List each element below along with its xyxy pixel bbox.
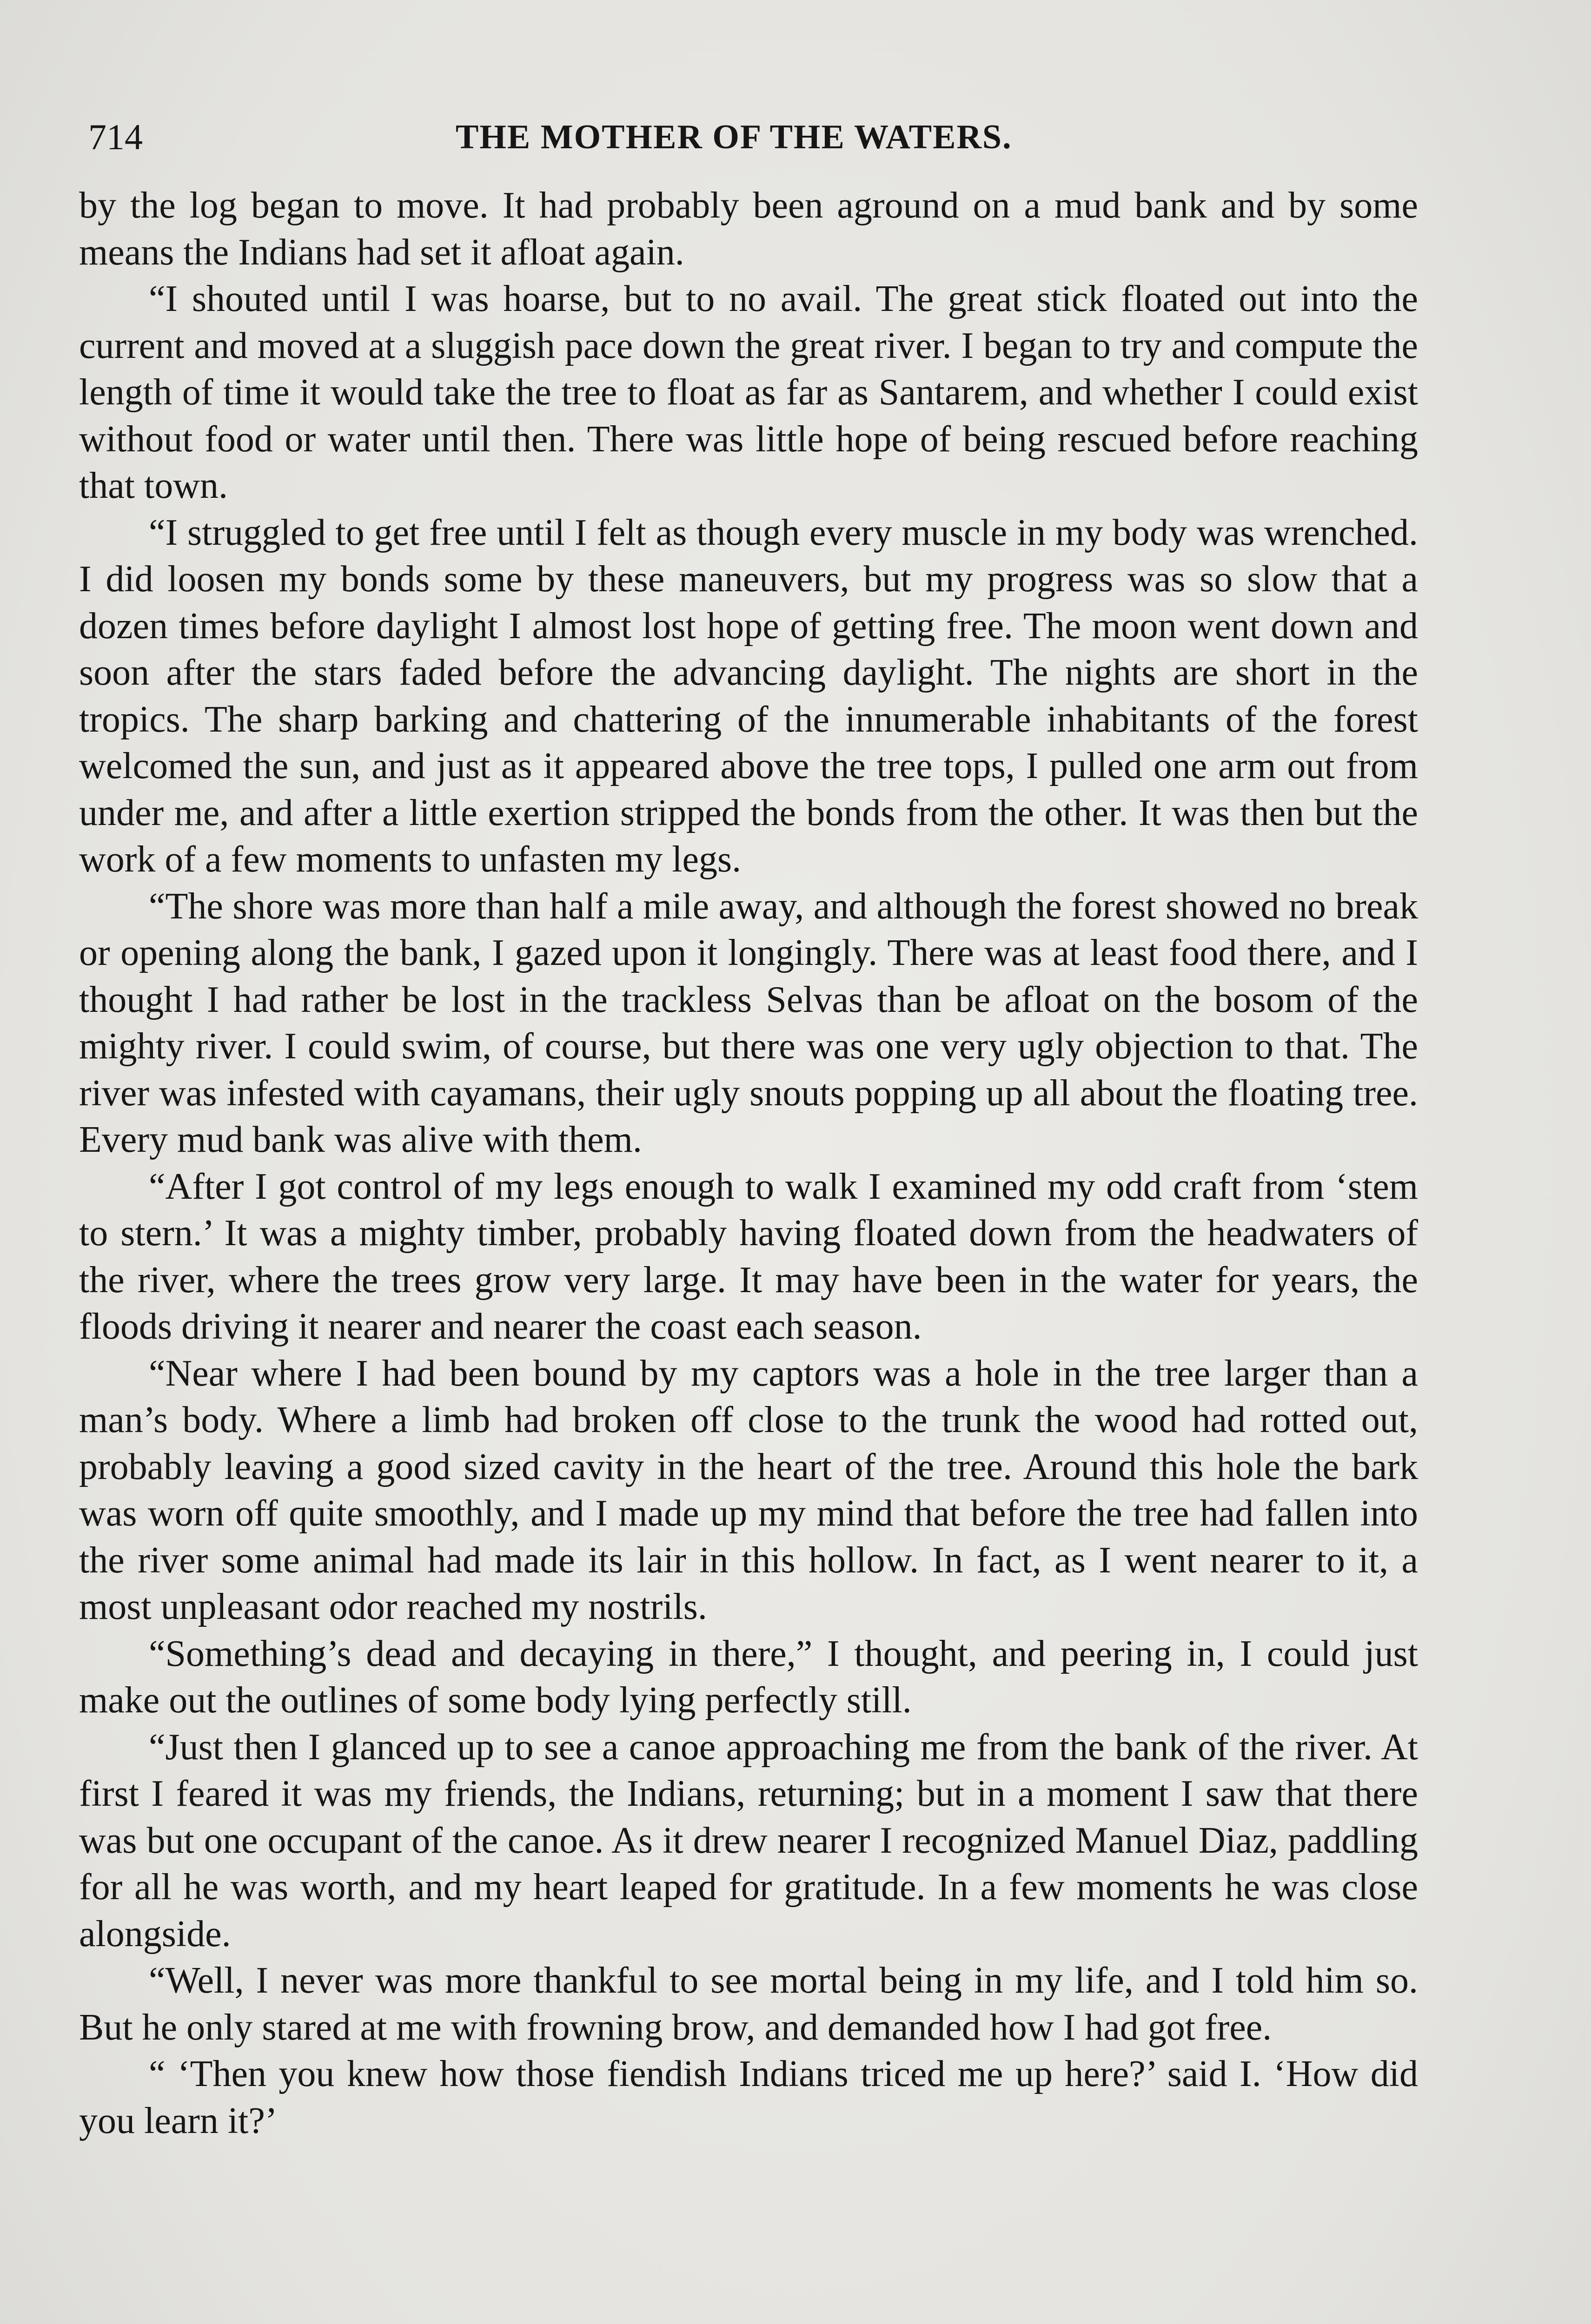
paragraph: “Just then I glanced up to see a canoe approaching me from the bank of the river. At first I feared it was my friends, the Indians, returning; but in a moment I saw that there was but one occupant of the canoe. As it drew nearer I recognized Manuel Diaz, paddling for all he was worth, and my heart leaped for gratitude. In a few moments he was close alongside. xyxy=(79,1726,1418,1954)
paragraph: “Something’s dead and decaying in there,” I thought, and peering in, I could just make out the outlines of some body lying perfectly still. xyxy=(79,1633,1418,1721)
paragraph: “ ‘Then you knew how those fiendish Indians triced me up here?’ said I. ‘How did you learn it?’ xyxy=(79,2053,1418,2141)
paragraph: “Near where I had been bound by my captors was a hole in the tree larger than a man’s body. Where a limb had broken off close to the trunk the wood had rotted out, probably leaving a good sized cavity in the heart of the tree. Around this hole the bark was worn off quite smoothly, and I made up my mind that before the tree had fallen into the river some animal had made its lair in this hollow. In fact, as I went nearer to it, a most unpleasant odor reached my nostrils. xyxy=(79,1353,1418,1627)
body-text xyxy=(79,182,1418,2144)
paragraph: “Well, I never was more thankful to see mortal being in my life, and I told him so. But he only stared at me with frowning brow, and demanded how I had got free. xyxy=(79,1960,1418,2048)
paragraph: “I struggled to get free until I felt as though every muscle in my body was wrenched. I did loosen my bonds some by these maneuvers, but my progress was so slow that a dozen times before daylight I almost lost hope of getting free. The moon went down and soon after the stars faded before the advancing daylight. The nights are short in the tropics. The sharp barking and chattering of the innumerable inhabitants of the forest welcomed the sun, and just as it appeared above the tree tops, I pulled one arm out from under me, and after a little exertion stripped the bonds from the other. It was then but the work of a few moments to unfasten my legs. xyxy=(79,512,1418,880)
paragraph: “After I got control of my legs enough to walk I examined my odd craft from ‘stem to stern.’ It was a mighty timber, probably having floated down from the headwaters of the river, where the trees grow very large. It may have been in the water for years, the floods driving it nearer and nearer the coast each season. xyxy=(79,1166,1418,1347)
paragraph: by the log began to move. It had probably been aground on a mud bank and by some means the Indians had set it afloat again. xyxy=(79,185,1418,273)
paragraph: “I shouted until I was hoarse, but to no avail. The great stick floated out into the current and moved at a sluggish pace down the great river. I began to try and compute the length of time it would take the tree to float as far as Santarem, and whether I could exist without food or water until then. There was little hope of being rescued before reaching that town. xyxy=(79,278,1418,506)
paragraph: “The shore was more than half a mile away, and although the forest showed no break or opening along the bank, I gazed upon it longingly. There was at least food there, and I thought I had rather be lost in the trackless Selvas than be afloat on the bosom of the mighty river. I could swim, of course, but there was one very ugly objection to that. The river was infested with cayamans, their ugly snouts popping up all about the floating tree. Every mud bank was alive with them. xyxy=(79,885,1418,1160)
running-title: THE MOTHER OF THE WATERS. xyxy=(456,118,1012,156)
page-number: 714 xyxy=(88,117,143,157)
page-header xyxy=(88,112,1418,163)
